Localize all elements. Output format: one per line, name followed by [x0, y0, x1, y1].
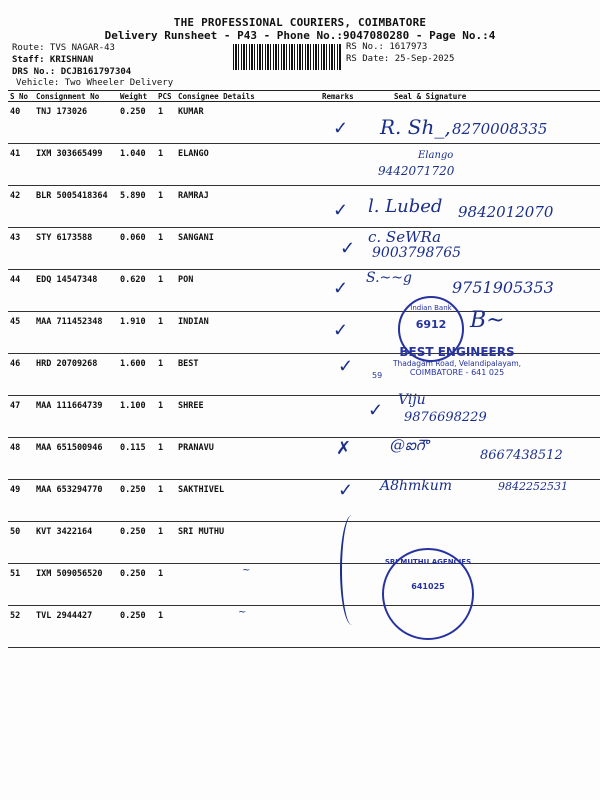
route-label: Route: TVS NAGAR-43 [12, 43, 115, 53]
row-pcs: 1 [156, 564, 176, 606]
mark-52: ~ [238, 607, 247, 618]
col-weight: Weight [118, 91, 156, 102]
signature-43-phone: 9003798765 [372, 245, 462, 261]
row-weight: 0.250 [118, 606, 156, 648]
remark-tick-40: ✓ [333, 118, 349, 139]
barcode [233, 44, 341, 70]
row-consignee: SHREE [176, 396, 320, 438]
row-sno: 46 [8, 354, 34, 396]
signature-49-phone: 9842252531 [498, 480, 568, 493]
signature-47: Viju [398, 392, 426, 408]
row-pcs: 1 [156, 438, 176, 480]
row-sno: 41 [8, 144, 34, 186]
row-sno: 40 [8, 102, 34, 144]
row-pcs: 1 [156, 270, 176, 312]
row-weight: 0.250 [118, 522, 156, 564]
signature-48: @ఐగౌ [390, 436, 428, 454]
row-pcs: 1 [156, 102, 176, 144]
row-consignment: TNJ 173026 [34, 102, 118, 144]
staff-label: Staff: KRISHNAN [12, 55, 94, 65]
row-consignee: PRANAVU [176, 438, 320, 480]
remark-tick-46: ✓ [338, 356, 354, 377]
row-remarks [320, 144, 374, 186]
col-consignee: Consignee Details [176, 91, 320, 102]
table-row [8, 144, 600, 186]
row-sno: 49 [8, 480, 34, 522]
signature-44-phone: 9751905353 [452, 278, 554, 297]
row-consignment: IXM 303665499 [34, 144, 118, 186]
signature-43: c. SeWRa [368, 228, 442, 246]
row-sno: 45 [8, 312, 34, 354]
row-pcs: 1 [156, 186, 176, 228]
row-sno: 43 [8, 228, 34, 270]
col-sno: S No [8, 91, 34, 102]
row-weight: 0.250 [118, 564, 156, 606]
company-title: THE PROFESSIONAL COURIERS, COIMBATORE [173, 16, 427, 29]
row-consignment: KVT 3422164 [34, 522, 118, 564]
row-weight: 1.040 [118, 144, 156, 186]
remark-tick-48: ✗ [336, 438, 352, 459]
best-engineers-stamp [372, 345, 542, 377]
row-consignment: MAA 651500946 [34, 438, 118, 480]
remark-tick-43: ✓ [340, 238, 356, 259]
mark-51: ~ [242, 565, 251, 576]
signature-40-phone: 8270008335 [452, 120, 548, 138]
row-sno: 42 [8, 186, 34, 228]
remark-tick-42: ✓ [333, 200, 349, 221]
row-sno: 50 [8, 522, 34, 564]
row-consignment: MAA 653294770 [34, 480, 118, 522]
table-header [8, 91, 600, 102]
rs-date: RS Date: 25-Sep-2025 [346, 54, 455, 64]
row-weight: 0.250 [118, 480, 156, 522]
row-pcs: 1 [156, 144, 176, 186]
muthu-name: SRI MUTHU AGENCIES [384, 558, 472, 566]
drs-label: DRS No.: DCJB161797304 [12, 67, 132, 77]
row-pcs: 1 [156, 354, 176, 396]
signature-42: l. Lubed [368, 196, 443, 217]
row-sno: 51 [8, 564, 34, 606]
row-consignment: EDQ 14547348 [34, 270, 118, 312]
bank-name: Indian Bank [410, 304, 452, 312]
row-sno: 48 [8, 438, 34, 480]
col-remarks: Remarks [320, 91, 374, 102]
signature-42-phone: 9842012070 [458, 203, 554, 221]
row-consignee: ELANGO [176, 144, 320, 186]
muthu-code: 641025 [411, 582, 445, 591]
row-pcs: 1 [156, 522, 176, 564]
row-consignment: IXM 509056520 [34, 564, 118, 606]
row-weight: 1.100 [118, 396, 156, 438]
remark-bracket [340, 515, 364, 625]
row-pcs: 1 [156, 480, 176, 522]
signature-40: R. Sh_, [380, 115, 451, 139]
row-consignee: SANGANI [176, 228, 320, 270]
col-consignment: Consignment No [34, 91, 118, 102]
row-pcs: 1 [156, 312, 176, 354]
row-weight: 0.115 [118, 438, 156, 480]
table-row [8, 228, 600, 270]
runsheet-title: Delivery Runsheet - P43 - Phone No.:9047080280 - Page No.:4 [104, 29, 496, 42]
sri-muthu-stamp [382, 548, 474, 640]
row-sno: 47 [8, 396, 34, 438]
row-sno: 52 [8, 606, 34, 648]
row-consignment: STY 6173588 [34, 228, 118, 270]
row-consignment: BLR 5005418364 [34, 186, 118, 228]
row-consignment: TVL 2944427 [34, 606, 118, 648]
remark-tick-49: ✓ [338, 480, 354, 501]
remark-tick-47: ✓ [368, 400, 384, 421]
row-sno: 44 [8, 270, 34, 312]
best-title: BEST ENGINEERS [399, 345, 515, 359]
table-row [8, 564, 600, 606]
table-row [8, 606, 600, 648]
row-weight: 0.060 [118, 228, 156, 270]
row-consignment: HRD 20709268 [34, 354, 118, 396]
rs-number: RS No.: 1617973 [346, 42, 428, 52]
signature-44: S.~~g [366, 270, 412, 286]
signature-49: A8hmkum [380, 478, 453, 494]
best-city: COIMBATORE - 641 025 [409, 368, 505, 377]
best-address: Thadagam Road, Velandipalayam, [392, 359, 522, 368]
row-weight: 0.250 [118, 102, 156, 144]
table-row [8, 396, 600, 438]
vehicle-label: Vehicle: Two Wheeler Delivery [16, 78, 174, 88]
signature-45: B~ [470, 308, 505, 333]
row-pcs: 1 [156, 606, 176, 648]
remark-tick-44: ✓ [333, 278, 349, 299]
col-pcs: PCS [156, 91, 176, 102]
row-consignment: MAA 711452348 [34, 312, 118, 354]
row-consignee: RAMRAJ [176, 186, 320, 228]
row-weight: 5.890 [118, 186, 156, 228]
signature-48-phone: 8667438512 [480, 448, 563, 463]
remark-tick-45: ✓ [333, 320, 349, 341]
row-pcs: 1 [156, 228, 176, 270]
signature-47-phone: 9876698229 [404, 410, 487, 425]
row-weight: 0.620 [118, 270, 156, 312]
row-remarks [320, 396, 374, 438]
row-consignee: SAKTHIVEL [176, 480, 320, 522]
bank-code: 6912 [415, 318, 447, 331]
table-row [8, 522, 600, 564]
row-consignment: MAA 111664739 [34, 396, 118, 438]
row-consignee: INDIAN [176, 312, 320, 354]
row-consignee [176, 606, 320, 648]
row-weight: 1.600 [118, 354, 156, 396]
row-weight: 1.910 [118, 312, 156, 354]
signature-41-phone: 9442071720 [378, 164, 455, 178]
best-number: 59 [372, 371, 383, 380]
col-seal: Seal & Signature [374, 91, 600, 102]
row-consignee: PON [176, 270, 320, 312]
row-consignee: KUMAR [176, 102, 320, 144]
row-consignee: SRI MUTHU [176, 522, 320, 564]
row-consignee: BEST [176, 354, 320, 396]
signature-41-name: Elango [418, 150, 454, 161]
row-pcs: 1 [156, 396, 176, 438]
